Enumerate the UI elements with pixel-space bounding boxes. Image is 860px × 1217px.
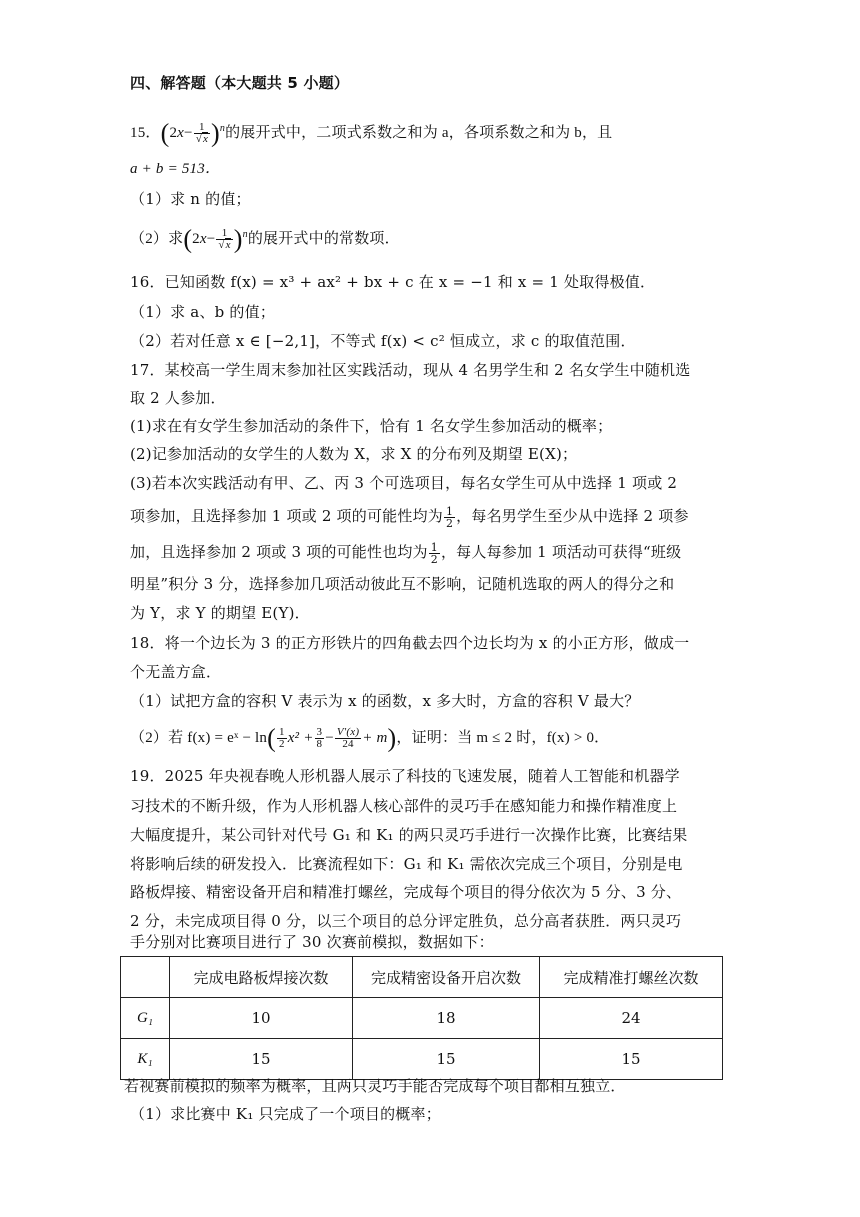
q19-stem-line4: 将影响后续的研发投入．比赛流程如下：G₁ 和 K₁ 需依次完成三个项目，分别是电 [130, 855, 683, 873]
q19-stem-line2: 习技术的不断升级，作为人形机器人核心部件的灵巧手在感知能力和操作精准度上 [130, 797, 678, 815]
table-cell: 15 [170, 1039, 353, 1080]
q15-stem-line2: a + b = 513． [130, 161, 221, 177]
table-header-cell: 完成电路板焊接次数 [170, 957, 353, 998]
q19-stem-line6: 2 分，未完成项目得 0 分，以三个项目的总分评定胜负，总分高者获胜．两只灵巧 [130, 912, 682, 930]
q19-stem-line7: 手分别对比赛项目进行了 30 次赛前模拟，数据如下： [130, 933, 494, 951]
table-header-row [121, 957, 723, 998]
q18-fraction-vprime: $\frac{V'(x)}{24}$ [336, 726, 360, 751]
table-row [121, 1039, 723, 1080]
q15-stem-text: 的展开式中，二项式系数之和为 a，各项系数之和为 b，且 [225, 125, 613, 141]
q17-half-fraction-1: $\frac{1}{2}$ [445, 504, 454, 530]
q19-part1: （1）求比赛中 K₁ 只完成了一个项目的概率； [130, 1105, 441, 1123]
q19-stem-line5: 路板焊接、精密设备开启和精准打螺丝，完成每个项目的得分依次为 5 分、3 分、 [130, 883, 682, 901]
q17-part3-line3: 加，且选择参加 2 项或 3 项的可能性也均为 $\frac{1}{2}$ ，每人每参加 1 项活动可获得“班级 [130, 540, 682, 566]
q18-part2: （2）若 f(x) = eˣ − ln( $\frac{1}{2}$ x² + $\frac{3}{8}$ − $\frac{V'(x)}{24}$ + m)，证明：当 m ≤ 2 时，f(x) > 0． [130, 723, 610, 753]
q17-half-fraction-2: $\frac{1}{2}$ [430, 540, 438, 566]
q17-stem-line2: 取 2 人参加． [130, 389, 226, 407]
q15-fraction: $\frac{1}{√x}$ [195, 121, 209, 146]
q15-part1: （1）求 n 的值； [130, 190, 251, 208]
q16-stem: 16．已知函数 f(x) = x³ + ax² + bx + c 在 x = −1 和 x = 1 处取得极值． [130, 273, 656, 291]
table-cell: K₁ [121, 1039, 170, 1080]
q15-part2: （2）求(2x− $\frac{1}{√x}$ )$^n$的展开式中的常数项． [130, 224, 400, 254]
table-cell: 15 [540, 1039, 723, 1080]
q16-part2: （2）若对任意 x ∈ [−2,1]，不等式 f(x) < c² 恒成立，求 c 的取值范围． [130, 332, 636, 350]
table-cell: 10 [170, 998, 353, 1039]
table-header-cell: 完成精准打螺丝次数 [540, 957, 723, 998]
table-cell: G₁ [121, 998, 170, 1039]
q18-part1: （1）试把方盒的容积 V 表示为 x 的函数，x 多大时，方盒的容积 V 最大？ [130, 692, 640, 710]
table-cell: 15 [353, 1039, 540, 1080]
table-cell: 24 [540, 998, 723, 1039]
q17-part3-line2: 项参加，且选择参加 1 项或 2 项的可能性均为 $\frac{1}{2}$ ，每名男学生至少从中选择 2 项参 [130, 504, 689, 530]
table-cell: 18 [353, 998, 540, 1039]
q19-after-table: 若视赛前模拟的频率为概率，且两只灵巧手能否完成每个项目都相互独立． [124, 1077, 626, 1095]
q15-number: 15． [130, 125, 161, 141]
q17-part2: (2)记参加活动的女学生的人数为 X，求 X 的分布列及期望 E(X)； [130, 445, 578, 463]
section-heading: 四、解答题（本大题共 5 小题） [130, 74, 350, 92]
table-header-cell: 完成精密设备开启次数 [353, 957, 540, 998]
q18-stem-line1: 18．将一个边长为 3 的正方形铁片的四角截去四个边长均为 x 的小正方形，做成一 [130, 634, 690, 652]
q18-fraction-three-eighths: $\frac{3}{8}$ [316, 726, 323, 751]
q17-part3-line4: 明星”积分 3 分，选择参加几项活动彼此互不影响，记随机选取的两人的得分之和 [130, 575, 675, 593]
q17-stem-line1: 17．某校高一学生周末参加社区实践活动，现从 4 名男学生和 2 名女学生中随机选 [130, 361, 691, 379]
q18-fraction-half: $\frac{1}{2}$ [278, 726, 285, 751]
q17-part3-line1: (3)若本次实践活动有甲、乙、丙 3 个可选项目，每名女学生可从中选择 1 项或 2 [130, 474, 678, 492]
q19-stem-line3: 大幅度提升，某公司针对代号 G₁ 和 K₁ 的两只灵巧手进行一次操作比赛，比赛结果 [130, 826, 688, 844]
table-row [121, 998, 723, 1039]
q17-part3-line5: 为 Y，求 Y 的期望 E(Y)． [130, 604, 310, 622]
q18-stem-line2: 个无盖方盒． [130, 663, 222, 681]
q15-part2-fraction: $\frac{1}{√x}$ [218, 227, 231, 252]
q15-stem: 15．(2x− $\frac{1}{√x}$ )$^n$的展开式中，二项式系数之和为 a，各项系数之和为 b，且 [130, 118, 613, 148]
q19-data-table [120, 956, 723, 1080]
q17-part1: (1)求在有女学生参加活动的条件下，恰有 1 名女学生参加活动的概率； [130, 417, 613, 435]
q16-part1: （1）求 a、b 的值； [130, 303, 276, 321]
table-header-cell [121, 957, 170, 998]
q19-stem-line1: 19．2025 年央视春晚人形机器人展示了科技的飞速发展，随着人工智能和机器学 [130, 767, 680, 785]
